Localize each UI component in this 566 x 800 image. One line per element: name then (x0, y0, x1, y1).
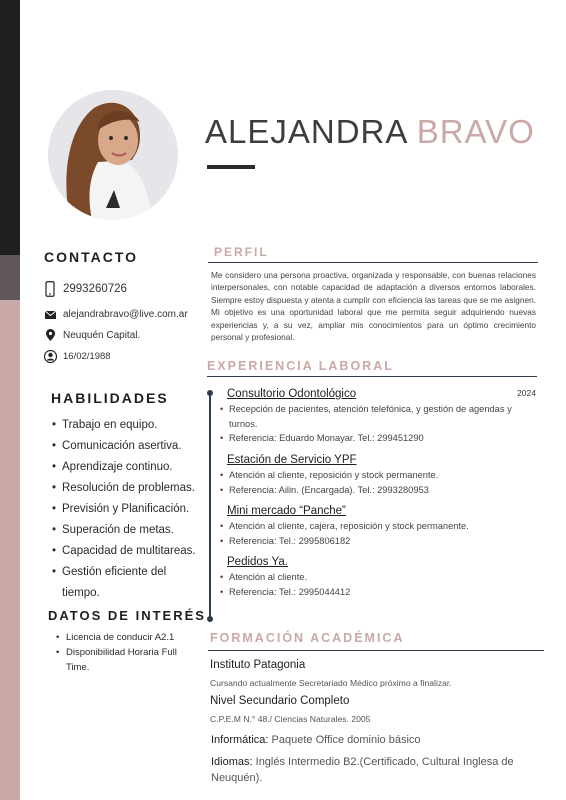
name-underline (207, 165, 255, 169)
phone-number: 2993260726 (63, 283, 127, 295)
education-title: Nivel Secundario Completo (210, 695, 350, 707)
list-item: • Gestión eficiente del tiempo. (52, 562, 202, 604)
profile-heading: PERFIL (214, 245, 269, 259)
list-item: • Trabajo en equipo. (52, 415, 202, 436)
list-item: • Atención al cliente, cajera, reposición y stock permanente. (218, 519, 538, 534)
experience-heading: EXPERIENCIA LABORAL (207, 359, 394, 373)
languages-value: Inglés Intermedio B2.(Certificado, Cultural Inglesa de Neuquén). (211, 756, 514, 784)
computer-skills-label: Informática: (211, 734, 269, 746)
contact-birthdate (42, 350, 111, 363)
contact-phone (42, 281, 127, 297)
skills-list (52, 415, 202, 604)
location-text: Neuquén Capital. (63, 329, 141, 341)
list-item: • Referencia: Eduardo Monayar. Tel.: 299451290 (218, 431, 538, 446)
phone-icon (42, 281, 58, 297)
profile-heading-rule (208, 262, 538, 263)
list-item: • Referencia: Tel.: 2995806182 (218, 534, 538, 549)
computer-skills (211, 732, 547, 748)
list-item: • Resolución de problemas. (52, 478, 202, 499)
profile-text: Me considero una persona proactiva, organizada y responsable, con buenas relaciones interpersonales, con notable capacidad de adaptación a diversos entornos laborales. Siempre estoy dispuesta y atenta a cumplir con eficiencia las tareas que se me asignen. Mi objetivo es una oportunidad laboral que me permita seguir adquiriendo nuevas experiencias y, a su vez, ampliar mis conocimientos para un óptimo crecimiento personal y profesional. (211, 270, 536, 343)
job-entry (218, 454, 538, 497)
timeline-dot (207, 390, 213, 396)
mail-icon (42, 311, 58, 319)
interests-list (56, 630, 196, 675)
education-title: Instituto Patagonia (210, 659, 306, 671)
first-name: ALEJANDRA (205, 113, 407, 150)
list-item: • Referencia: Ailin. (Encargada). Tel.: 2993280953 (218, 483, 538, 498)
list-item: • Superación de metas. (52, 520, 202, 541)
contact-heading: CONTACTO (44, 249, 139, 265)
location-pin-icon (42, 329, 58, 341)
decorative-band-pink (0, 300, 20, 800)
education-detail: Cursando actualmente Secretariado Médico próximo a finalizar. (210, 678, 452, 688)
experience-heading-rule (207, 376, 537, 377)
education-heading: FORMACIÓN ACADÉMICA (210, 631, 405, 645)
list-item: • Comunicación asertiva. (52, 436, 202, 457)
education-detail: C.P.E.M N.° 48./ Ciencias Naturales. 2005 (210, 714, 371, 724)
user-icon (42, 350, 58, 363)
list-item: • Referencia: Tel.: 2995044412 (218, 585, 538, 600)
job-year: 2024 (517, 388, 536, 398)
contact-location (42, 329, 140, 341)
job-title: Consultorio Odontológico (227, 388, 357, 400)
email-address[interactable]: alejandrabravo@live.com.ar (63, 309, 188, 320)
job-entry (218, 556, 538, 599)
education-heading-rule (208, 650, 544, 651)
list-item: • Aprendizaje continuo. (52, 457, 202, 478)
list-item: • Recepción de pacientes, atención telefónica, y gestión de agendas y turnos. (218, 402, 538, 431)
job-entry (218, 388, 538, 446)
profile-photo (48, 90, 178, 220)
list-item: • Atención al cliente. (218, 570, 538, 585)
interests-heading: DATOS DE INTERÉS (48, 608, 206, 623)
languages (211, 754, 547, 786)
birthdate-text: 16/02/1988 (63, 351, 111, 362)
experience-timeline (209, 393, 211, 619)
decorative-band-dark (0, 0, 20, 270)
list-item: • Licencia de conducir A2.1 (56, 630, 196, 645)
job-title: Estación de Servicio YPF (227, 454, 357, 466)
timeline-dot (207, 616, 213, 622)
list-item: • Disponibilidad Horaria Full Time. (56, 645, 196, 675)
contact-email (42, 309, 188, 320)
list-item: • Atención al cliente, reposición y stock permanente. (218, 468, 538, 483)
languages-label: Idiomas: (211, 756, 253, 768)
job-title: Mini mercado “Panche” (227, 505, 346, 517)
computer-skills-value: Paquete Office dominio básico (268, 734, 421, 746)
candidate-name (205, 113, 535, 151)
list-item: • Previsión y Planificación. (52, 499, 202, 520)
job-title: Pedidos Ya. (227, 556, 288, 568)
last-name: BRAVO (416, 113, 535, 150)
list-item: • Capacidad de multitareas. (52, 541, 202, 562)
skills-heading: HABILIDADES (51, 390, 169, 406)
job-entry (218, 505, 538, 548)
